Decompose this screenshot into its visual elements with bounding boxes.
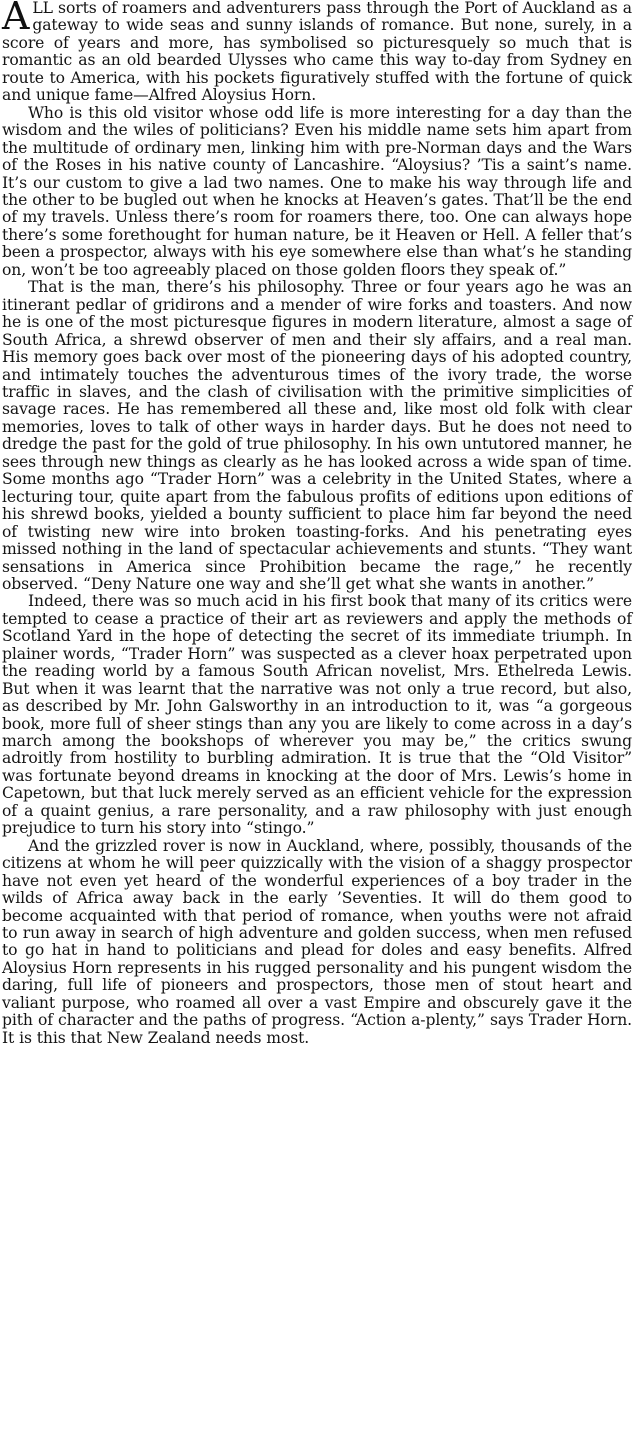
paragraph-1 — [2, 0, 632, 105]
drop-cap: A — [2, 0, 30, 38]
paragraph-3: That is the man, there’s his philosophy. Three or four years ago he was an itinerant pedlar of gridirons and a mender of wire forks and toasters. And now he is one of the most picturesque figures in modern literature, almost a sage of South Africa, a shrewd observer of men and their sly affairs, and a real man. His memory goes back over most of the pioneering days of his adopted country, and intimately touches the adventurous times of the ivory trade, the worse traffic in slaves, and the clash of civilisation with the primitive simplicities of savage races. He has remembered all these and, like most old folk with clear memories, loves to talk of other ways in harder days. But he does not need to dredge the past for the gold of true philosophy. In his own untutored manner, he sees through new things as clearly as he has looked across a wide span of time. Some months ago “Trader Horn” was a celebrity in the United States, where a lecturing tour, quite apart from the fabulous profits of editions upon editions of his shrewd books, yielded a bounty sufficient to place him far beyond the need of twisting new wire into broken toasting-forks. And his penetrating eyes missed nothing in the land of spectacular achievements and stunts. “They want sensations in America since Prohibition became the rage,” he recently observed. “Deny Nature one way and she’ll get what she wants in another.” — [2, 278, 632, 593]
paragraph-4: Indeed, there was so much acid in his first book that many of its critics were tempted to cease a practice of their art as reviewers and apply the methods of Scotland Yard in the hope of detecting the secret of its immediate triumph. In plainer words, “Trader Horn” was suspected as a clever hoax perpetrated upon the reading world by a famous South African novelist, Mrs. Ethelreda Lewis. But when it was learnt that the narrative was not only a true record, but also, as described by Mr. John Galsworthy in an introduction to it, was “a gorgeous book, more full of sheer stings than any you are likely to come across in a day’s march among the bookshops of wherever you may be,” the critics swung adroitly from hostility to burbling admiration. It is true that the “Old Visitor” was fortunate beyond dreams in knocking at the door of Mrs. Lewis’s home in Capetown, but that luck merely served as an efficient vehicle for the expression of a quaint genius, a rare personality, and a raw philosophy with just enough prejudice to turn his story into “stingo.” — [2, 592, 632, 838]
paragraph-2: Who is this old visitor whose odd life is more interesting for a day than the wisdom and the wiles of politicians? Even his middle name sets him apart from the multitude of ordinary men, linking him with pre-Norman days and the Wars of the Roses in his native county of Lancashire. “Aloysius? ’Tis a saint’s name. It’s our custom to give a lad two names. One to make his way through life and the other to be bugled out when he knocks at Heaven’s gates. That’ll be the end of my travels. Unless there’s room for roamers there, too. One can always hope there’s some forethought for human nature, be it Heaven or Hell. A feller that’s been a prospector, always with his eye somewhere else than what’s he standing on, won’t be too agreeably placed on those golden floors they speak of.” — [2, 103, 632, 279]
paragraph-1-text: LL sorts of roamers and adventurers pass through the Port of Auckland as a gateway to wide seas and sunny islands of romance. But none, surely, in a score of years and more, has symbolised so picturesquely so much that is romantic as an old bearded Ulysses who came this way to-day from Sydney en route to America, with his pockets figuratively stuffed with the fortune of quick and unique fame—Alfred Aloysius Horn. — [2, 0, 632, 105]
paragraph-5: And the grizzled rover is now in Auckland, where, possibly, thousands of the citizens at whom he will peer quizzically with the vision of a shaggy prospector have not even yet heard of the wonderful experiences of a boy trader in the wilds of Africa away back in the early ’Seventies. It will do them good to become acquainted with that period of romance, when youths were not afraid to run away in search of high adventure and golden success, when men refused to go hat in hand to politicians and plead for doles and easy benefits. Alfred Aloysius Horn represents in his rugged personality and his pungent wisdom the daring, full life of pioneers and prospectors, those men of stout heart and valiant purpose, who roamed all over a vast Empire and obscurely gave it the pith of character and the paths of progress. “Action a-plenty,” says Trader Horn. It is this that New Zealand needs most. — [2, 836, 632, 1047]
article-column — [2, 0, 632, 1047]
